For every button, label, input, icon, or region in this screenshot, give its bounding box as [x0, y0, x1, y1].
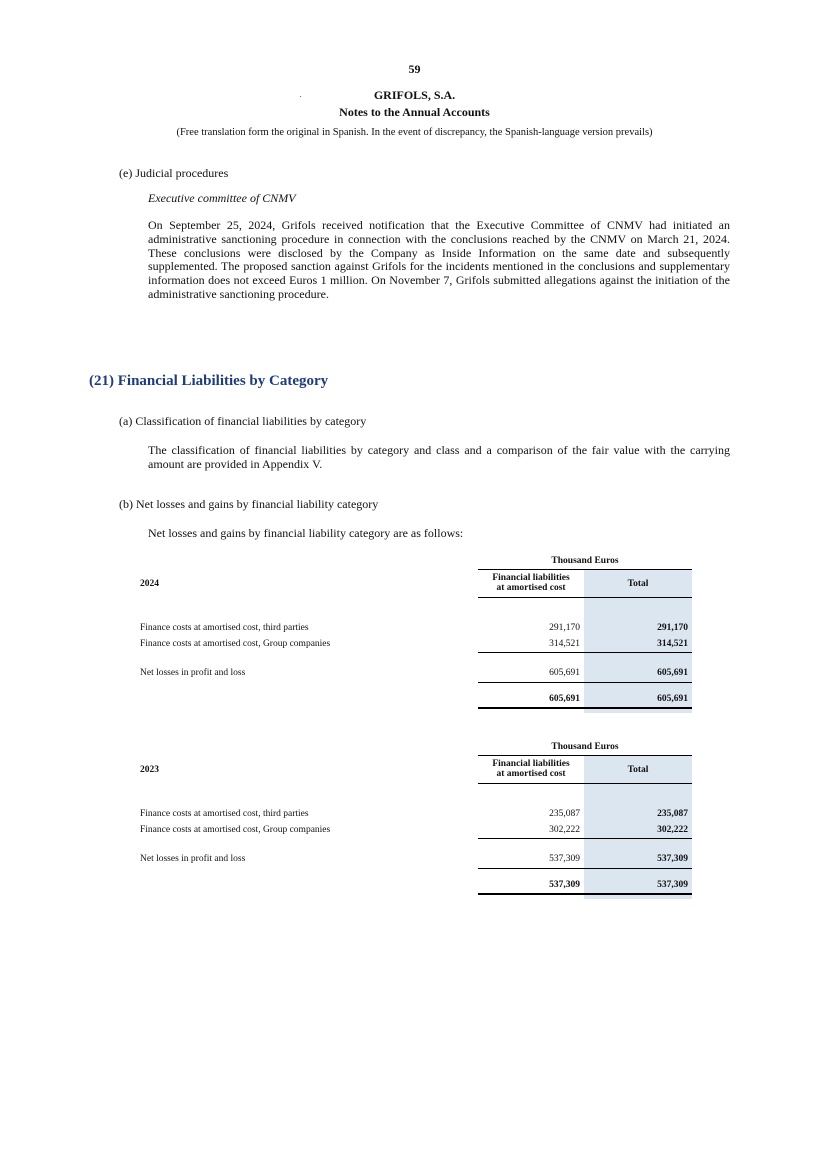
- cnmv-subheading: Executive committee of CNMV: [148, 191, 296, 205]
- page-number: 59: [408, 62, 421, 76]
- row-label: Finance costs at amortised cost, Group companies: [140, 639, 331, 649]
- section-title: (21) Financial Liabilities by Category: [89, 373, 329, 389]
- judicial-paragraph: On September 25, 2024, Grifols received notification that the Executive Committee of CNMV had initiated an administrative sanctioning procedure in connection with the conclusions reached by the CNMV on March 21, 2024. These conclusions were disclosed by the Company as Inside Information on the same date and subsequently supplemented. The proposed sanction against Grifols for the incidents mentioned in the conclusions and supplementary information does not exceed Euros 1 million. On November 7, Grifols submitted allegations against the initiation of the administrative sanctioning procedure.: [148, 218, 730, 301]
- document-subtitle: Notes to the Annual Accounts: [339, 105, 490, 119]
- thousand-euros-header: Thousand Euros: [551, 742, 619, 752]
- net-losses-intro: Net losses and gains by financial liability category are as follows:: [148, 526, 464, 540]
- row-label: Finance costs at amortised cost, third parties: [140, 809, 309, 819]
- total-value-total: 537,309: [657, 880, 688, 890]
- header-rule: [478, 755, 692, 756]
- total-double-rule: [478, 893, 692, 895]
- row-value-amortised: 314,521: [549, 639, 580, 649]
- row-value-amortised: 302,222: [549, 825, 580, 835]
- subtotal-rule: [478, 838, 692, 839]
- amortised-cost-header: [478, 573, 584, 593]
- total-header: Total: [627, 765, 649, 775]
- amortised-cost-header-line2: at amortised cost: [496, 583, 566, 593]
- amortised-cost-header-line2: at amortised cost: [496, 769, 566, 779]
- net-value-total: 605,691: [657, 668, 688, 678]
- row-value-total: 235,087: [657, 809, 688, 819]
- header-rule: [478, 569, 692, 570]
- stray-dot: [300, 96, 301, 97]
- total-rule-top: [478, 682, 692, 683]
- net-label: Net losses in profit and loss: [140, 668, 246, 678]
- total-value-amortised: 605,691: [549, 694, 580, 704]
- net-label: Net losses in profit and loss: [140, 854, 246, 864]
- row-value-amortised: 235,087: [549, 809, 580, 819]
- judicial-heading: (e) Judicial procedures: [119, 166, 229, 180]
- year-label: 2023: [140, 765, 159, 775]
- net-losses-heading: (b) Net losses and gains by financial liability category: [119, 497, 379, 511]
- row-value-total: 314,521: [657, 639, 688, 649]
- amortised-cost-header-line1: Financial liabilities: [492, 573, 570, 583]
- total-value-total: 605,691: [657, 694, 688, 704]
- net-value-amortised: 537,309: [549, 854, 580, 864]
- total-header: Total: [627, 579, 649, 589]
- row-value-total: 302,222: [657, 825, 688, 835]
- row-label: Finance costs at amortised cost, Group companies: [140, 825, 331, 835]
- translation-disclaimer: (Free translation form the original in Spanish. In the event of discrepancy, the Spanish-language version prevails): [176, 127, 653, 138]
- net-value-total: 537,309: [657, 854, 688, 864]
- table-2024: [140, 555, 692, 715]
- header-bottom-rule: [478, 783, 692, 784]
- total-value-amortised: 537,309: [549, 880, 580, 890]
- company-name: GRIFOLS, S.A.: [373, 88, 456, 102]
- amortised-cost-header: [478, 759, 584, 779]
- header-bottom-rule: [478, 597, 692, 598]
- net-value-amortised: 605,691: [549, 668, 580, 678]
- total-double-rule: [478, 707, 692, 709]
- classification-heading: (a) Classification of financial liabilities by category: [119, 414, 367, 428]
- table-2023: [140, 741, 692, 901]
- thousand-euros-header: Thousand Euros: [551, 556, 619, 566]
- classification-paragraph: The classification of financial liabilities by category and class and a comparison of the fair value with the carrying amount are provided in Appendix V.: [148, 443, 730, 471]
- row-value-total: 291,170: [657, 623, 688, 633]
- subtotal-rule: [478, 652, 692, 653]
- row-label: Finance costs at amortised cost, third parties: [140, 623, 309, 633]
- year-label: 2024: [140, 579, 159, 589]
- row-value-amortised: 291,170: [549, 623, 580, 633]
- amortised-cost-header-line1: Financial liabilities: [492, 759, 570, 769]
- total-rule-top: [478, 868, 692, 869]
